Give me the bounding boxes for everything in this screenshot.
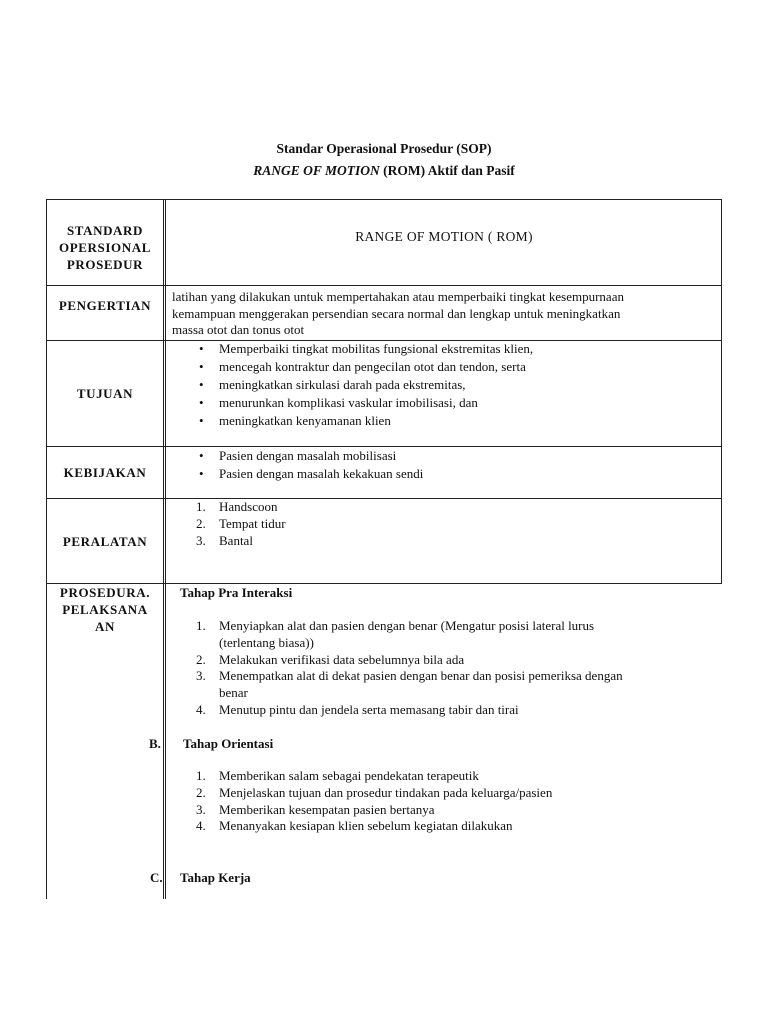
bullet-icon: • xyxy=(199,377,204,392)
item-text: Memberikan salam sebagai pendekatan terapeutik xyxy=(219,768,479,783)
list-item xyxy=(171,516,716,533)
bullet-icon: • xyxy=(199,448,204,463)
tujuan-list xyxy=(171,340,716,430)
item-text: Bantal xyxy=(219,532,253,548)
list-item xyxy=(171,412,716,430)
list-item xyxy=(171,499,716,516)
label-line: PROSEDUR xyxy=(66,257,144,272)
list-item xyxy=(171,358,716,376)
bullet-icon: • xyxy=(199,413,204,428)
rom-title: RANGE OF MOTION ( ROM) xyxy=(355,229,533,244)
stage-orientasi-letter: B. xyxy=(149,736,161,751)
list-item xyxy=(171,668,716,702)
list-item xyxy=(171,652,716,669)
item-text: meningkatkan kenyamanan klien xyxy=(219,413,391,428)
item-text: Menjelaskan tujuan dan prosedur tindakan pada keluarga/pasien xyxy=(219,784,553,800)
item-text-continued: benar xyxy=(219,685,248,701)
label-prosedur xyxy=(46,584,164,635)
col-border-right xyxy=(721,199,722,583)
sop-table xyxy=(46,199,722,899)
list-item xyxy=(171,465,716,483)
list-item xyxy=(171,818,716,835)
bullet-icon: • xyxy=(199,359,204,374)
number-marker: 3. xyxy=(196,801,206,817)
list-item xyxy=(171,447,716,465)
label-line: AN xyxy=(95,619,115,634)
label-line: PROSEDURA. xyxy=(59,585,151,600)
number-marker: 2. xyxy=(196,651,206,667)
number-marker: 2. xyxy=(196,784,206,800)
list-item xyxy=(171,785,716,802)
list-item xyxy=(171,618,716,652)
label-kebijakan: KEBIJAKAN xyxy=(63,465,147,480)
number-marker: 1. xyxy=(196,618,206,633)
number-marker: 4. xyxy=(196,818,206,834)
doc-title: Standar Operasional Prosedur (SOP) xyxy=(276,141,492,156)
col-border-mid-inner xyxy=(165,199,166,899)
kebijakan-list xyxy=(171,447,716,483)
item-text: Memberikan kesempatan pasien bertanya xyxy=(219,801,435,817)
item-text: Menempatkan alat di dekat pasien dengan benar dan posisi pemeriksa dengan xyxy=(219,668,623,684)
text-line: massa otot dan tonus otot xyxy=(172,322,305,337)
item-text: Pasien dengan masalah mobilisasi xyxy=(219,448,397,463)
stage-kerja-title: Tahap Kerja xyxy=(180,870,251,885)
item-text: Menanyakan kesiapan klien sebelum kegiatan dilakukan xyxy=(219,818,513,834)
label-tujuan: TUJUAN xyxy=(76,386,134,401)
item-text: mencegah kontraktur dan pengecilan otot dan tendon, serta xyxy=(219,359,526,374)
item-text: Menyiapkan alat dan pasien dengan benar (Mengatur posisi lateral lurus xyxy=(219,618,595,633)
list-item xyxy=(171,802,716,819)
text-line: kemampuan menggerakan persendian secara normal dan lengkap untuk meningkatkan xyxy=(172,305,621,321)
list-item xyxy=(171,768,716,785)
pra-interaksi-list xyxy=(171,618,716,719)
number-marker: 1. xyxy=(196,768,206,783)
peralatan-list xyxy=(171,499,716,549)
item-text: meningkatkan sirkulasi darah pada ekstremitas, xyxy=(219,377,466,392)
item-text: menurunkan komplikasi vaskular imobilisasi, dan xyxy=(219,395,478,410)
bullet-icon: • xyxy=(199,341,204,356)
pengertian-text xyxy=(172,289,716,339)
label-pengertian: PENGERTIAN xyxy=(58,298,152,313)
item-text: Melakukan verifikasi data sebelumnya bila ada xyxy=(219,651,465,667)
item-text-continued: (terlentang biasa)) xyxy=(219,634,314,650)
bullet-icon: • xyxy=(199,466,204,481)
number-marker: 2. xyxy=(196,515,206,531)
text-line: latihan yang dilakukan untuk mempertahakan atau memperbaiki tingkat kesempurnaan xyxy=(172,289,624,304)
item-text: Pasien dengan masalah kekakuan sendi xyxy=(219,466,424,481)
item-text: Tempat tidur xyxy=(219,515,286,531)
stage-kerja-letter: C. xyxy=(150,870,163,885)
number-marker: 3. xyxy=(196,668,206,684)
stage-pra-interaksi-title: Tahap Pra Interaksi xyxy=(180,585,293,600)
number-marker: 4. xyxy=(196,701,206,717)
item-text: Handscoon xyxy=(219,499,278,514)
list-item xyxy=(171,394,716,412)
row-border xyxy=(46,285,722,286)
subtitle-italic: RANGE OF MOTION xyxy=(253,163,380,178)
stage-orientasi-title: Tahap Orientasi xyxy=(183,736,274,751)
number-marker: 1. xyxy=(196,499,206,514)
row-border xyxy=(46,199,722,200)
bullet-icon: • xyxy=(199,395,204,410)
label-line: STANDARD xyxy=(66,223,144,238)
label-line: PELAKSANA xyxy=(62,602,148,617)
label-standard xyxy=(46,222,164,273)
item-text: Menutup pintu dan jendela serta memasang tabir dan tirai xyxy=(219,701,519,717)
orientasi-list xyxy=(171,768,716,835)
number-marker: 3. xyxy=(196,532,206,548)
list-item xyxy=(171,702,716,719)
label-line: OPERSIONAL xyxy=(59,240,151,255)
subtitle-rest: (ROM) Aktif dan Pasif xyxy=(379,163,515,178)
label-peralatan: PERALATAN xyxy=(62,534,148,549)
item-text: Memperbaiki tingkat mobilitas fungsional ekstremitas klien, xyxy=(219,341,534,356)
list-item xyxy=(171,376,716,394)
doc-subtitle xyxy=(0,163,768,179)
list-item xyxy=(171,340,716,358)
list-item xyxy=(171,533,716,550)
